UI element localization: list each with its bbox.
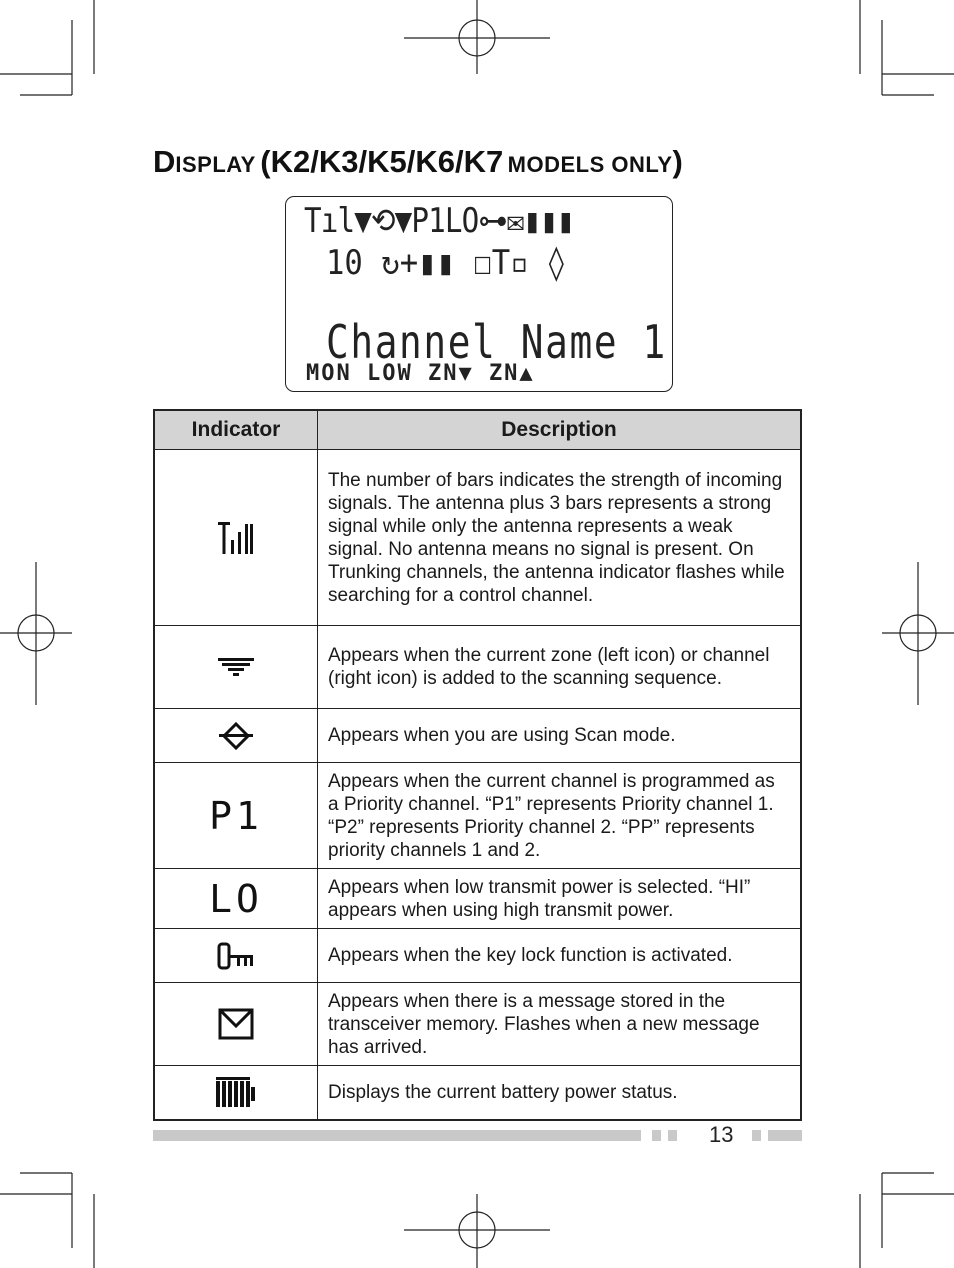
table-row: [154, 709, 801, 763]
footer-bar-left: [153, 1130, 641, 1141]
table-row: [154, 1066, 801, 1121]
footer-square: [652, 1130, 661, 1141]
indicator-description: Appears when you are using Scan mode.: [318, 709, 802, 763]
low-power-icon: LO: [209, 876, 263, 921]
table-row: [154, 869, 801, 929]
footer-square: [752, 1130, 761, 1141]
indicator-description: Appears when the key lock function is activated.: [318, 929, 802, 983]
indicator-cell: [154, 450, 318, 626]
table-row: [154, 929, 801, 983]
table-header: [154, 410, 801, 450]
table-row: [154, 450, 801, 626]
lcd-status-row: Tıl▼⟲▼P1LO⊶✉▮▮▮: [304, 201, 574, 241]
indicator-description: Appears when the current zone (left icon) or channel (right icon) is added to the scanning sequence.: [318, 626, 802, 709]
table-row: [154, 626, 801, 709]
header-description: Description: [318, 410, 802, 450]
scan-add-icon: [218, 658, 254, 676]
lcd-icon-row: 10 ↻+▮▮ ☐T▫ ◊: [326, 243, 566, 283]
footer-square: [668, 1130, 677, 1141]
section-heading: [153, 146, 683, 177]
heading-close: ): [672, 144, 683, 179]
indicator-cell: [154, 763, 318, 869]
page-number: 13: [709, 1122, 734, 1147]
battery-icon: [216, 1077, 256, 1109]
indicator-description: Displays the current battery power status.: [318, 1066, 802, 1121]
heading-models: (K2/K3/K5/K6/K7: [260, 144, 504, 179]
indicator-cell: [154, 869, 318, 929]
indicator-description: Appears when low transmit power is selected. “HI” appears when using high transmit power.: [318, 869, 802, 929]
message-icon: [218, 1008, 254, 1040]
indicator-description: Appears when the current channel is programmed as a Priority channel. “P1” represents Priority channel 1. “P2” represents Priority channel 2. “PP” represents priority channels 1 and 2.: [318, 763, 802, 869]
indicator-cell: [154, 709, 318, 763]
footer-bar-right: [768, 1130, 802, 1141]
indicator-cell: [154, 983, 318, 1066]
lcd-display: [285, 196, 673, 392]
heading-models-only: MODELS ONLY: [507, 152, 673, 177]
priority-icon: P1: [209, 793, 263, 838]
heading-initial: D: [153, 144, 176, 179]
signal-strength-icon: [218, 522, 254, 554]
indicator-table: [153, 409, 802, 1121]
indicator-description: Appears when there is a message stored in the transceiver memory. Flashes when a new message has arrived.: [318, 983, 802, 1066]
key-lock-icon: [217, 941, 255, 971]
table-row: [154, 763, 801, 869]
header-indicator: Indicator: [154, 410, 318, 450]
lcd-softkey-row: MON LOW ZN▼ ZN▲: [306, 361, 535, 386]
lcd-channel-name: Channel Name 1: [326, 315, 667, 369]
heading-rest: ISPLAY: [175, 152, 256, 177]
indicator-description: The number of bars indicates the strength of incoming signals. The antenna plus 3 bars represents a strong signal while only the antenna represents a weak signal. No antenna means no signal is present. On Trunking channels, the antenna indicator flashes while searching for a control channel.: [318, 450, 802, 626]
indicator-cell: [154, 929, 318, 983]
indicator-cell: [154, 626, 318, 709]
scan-icon: [219, 721, 253, 751]
indicator-cell: [154, 1066, 318, 1121]
table-row: [154, 983, 801, 1066]
